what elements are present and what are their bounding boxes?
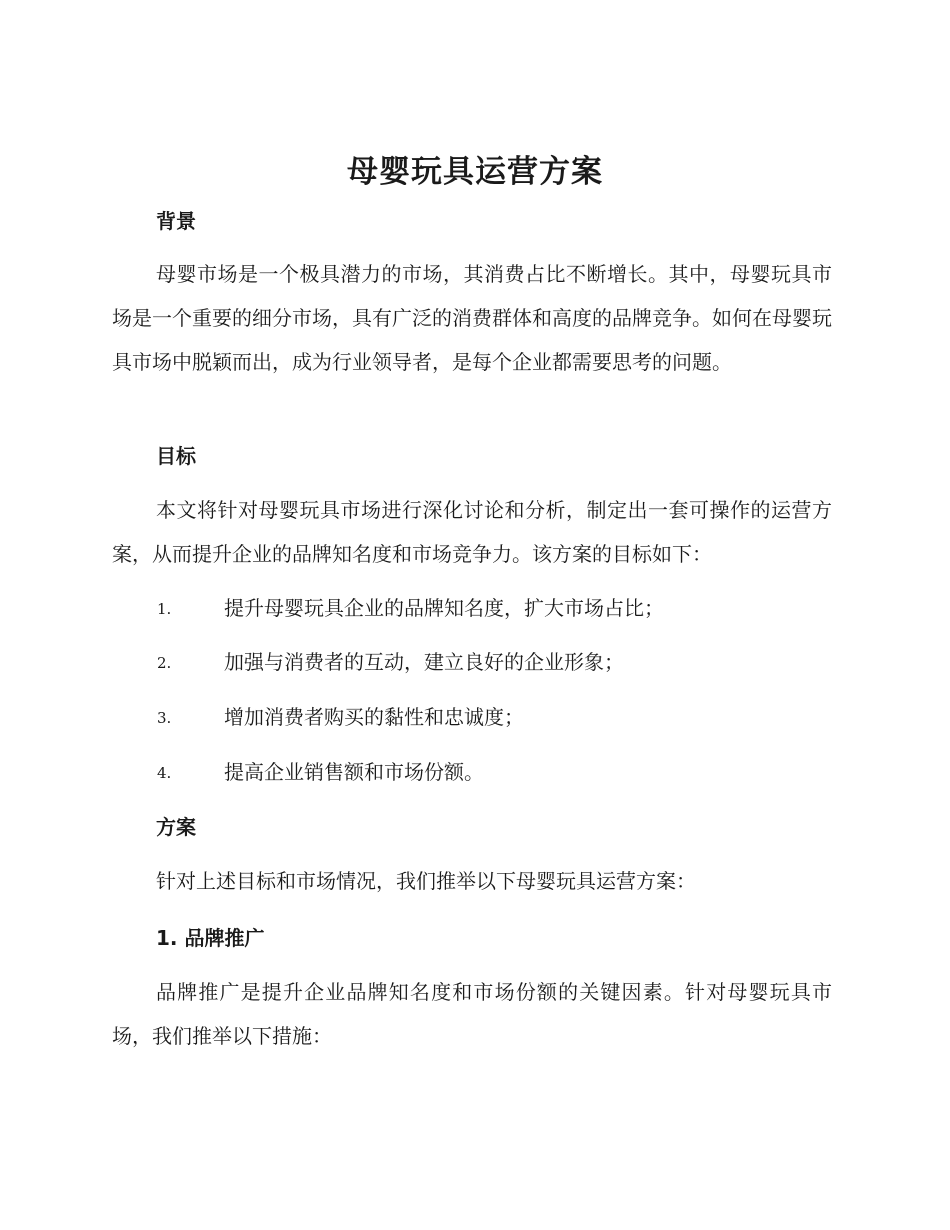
list-text: 提升母婴玩具企业的品牌知名度，扩大市场占比； [224, 596, 664, 620]
goal-list-item [0, 594, 950, 624]
section-heading-background: 背景 [156, 209, 196, 233]
goal-paragraph: 本文将针对母婴玩具市场进行深化讨论和分析，制定出一套可操作的运营方案，从而提升企业的品牌知名度和市场竞争力。该方案的目标如下： [112, 498, 832, 566]
sub-heading-brand-promotion: 1. 品牌推广 [156, 926, 265, 950]
list-text: 加强与消费者的互动，建立良好的企业形象； [224, 650, 624, 674]
list-number: 3. [157, 709, 172, 727]
list-number: 4. [157, 764, 172, 782]
list-number: 2. [157, 654, 172, 672]
list-text: 提高企业销售额和市场份额。 [224, 760, 484, 784]
brand-promotion-paragraph: 品牌推广是提升企业品牌知名度和市场份额的关键因素。针对母婴玩具市场，我们推举以下措施： [112, 980, 832, 1048]
goal-list-item [0, 703, 950, 733]
plan-paragraph: 针对上述目标和市场情况，我们推举以下母婴玩具运营方案： [156, 869, 696, 893]
section-heading-plan: 方案 [156, 815, 196, 839]
list-number: 1. [157, 600, 172, 618]
goal-list-item [0, 648, 950, 678]
background-paragraph: 母婴市场是一个极具潜力的市场，其消费占比不断增长。其中，母婴玩具市场是一个重要的细分市场，具有广泛的消费群体和高度的品牌竞争。如何在母婴玩具市场中脱颖而出，成为行业领导者，是每个企业都需要思考的问题。 [112, 262, 832, 374]
list-text: 增加消费者购买的黏性和忠诚度； [224, 705, 524, 729]
goal-list-item [0, 758, 950, 788]
document-title: 母婴玩具运营方案 [347, 154, 603, 190]
section-heading-goal: 目标 [156, 444, 196, 468]
